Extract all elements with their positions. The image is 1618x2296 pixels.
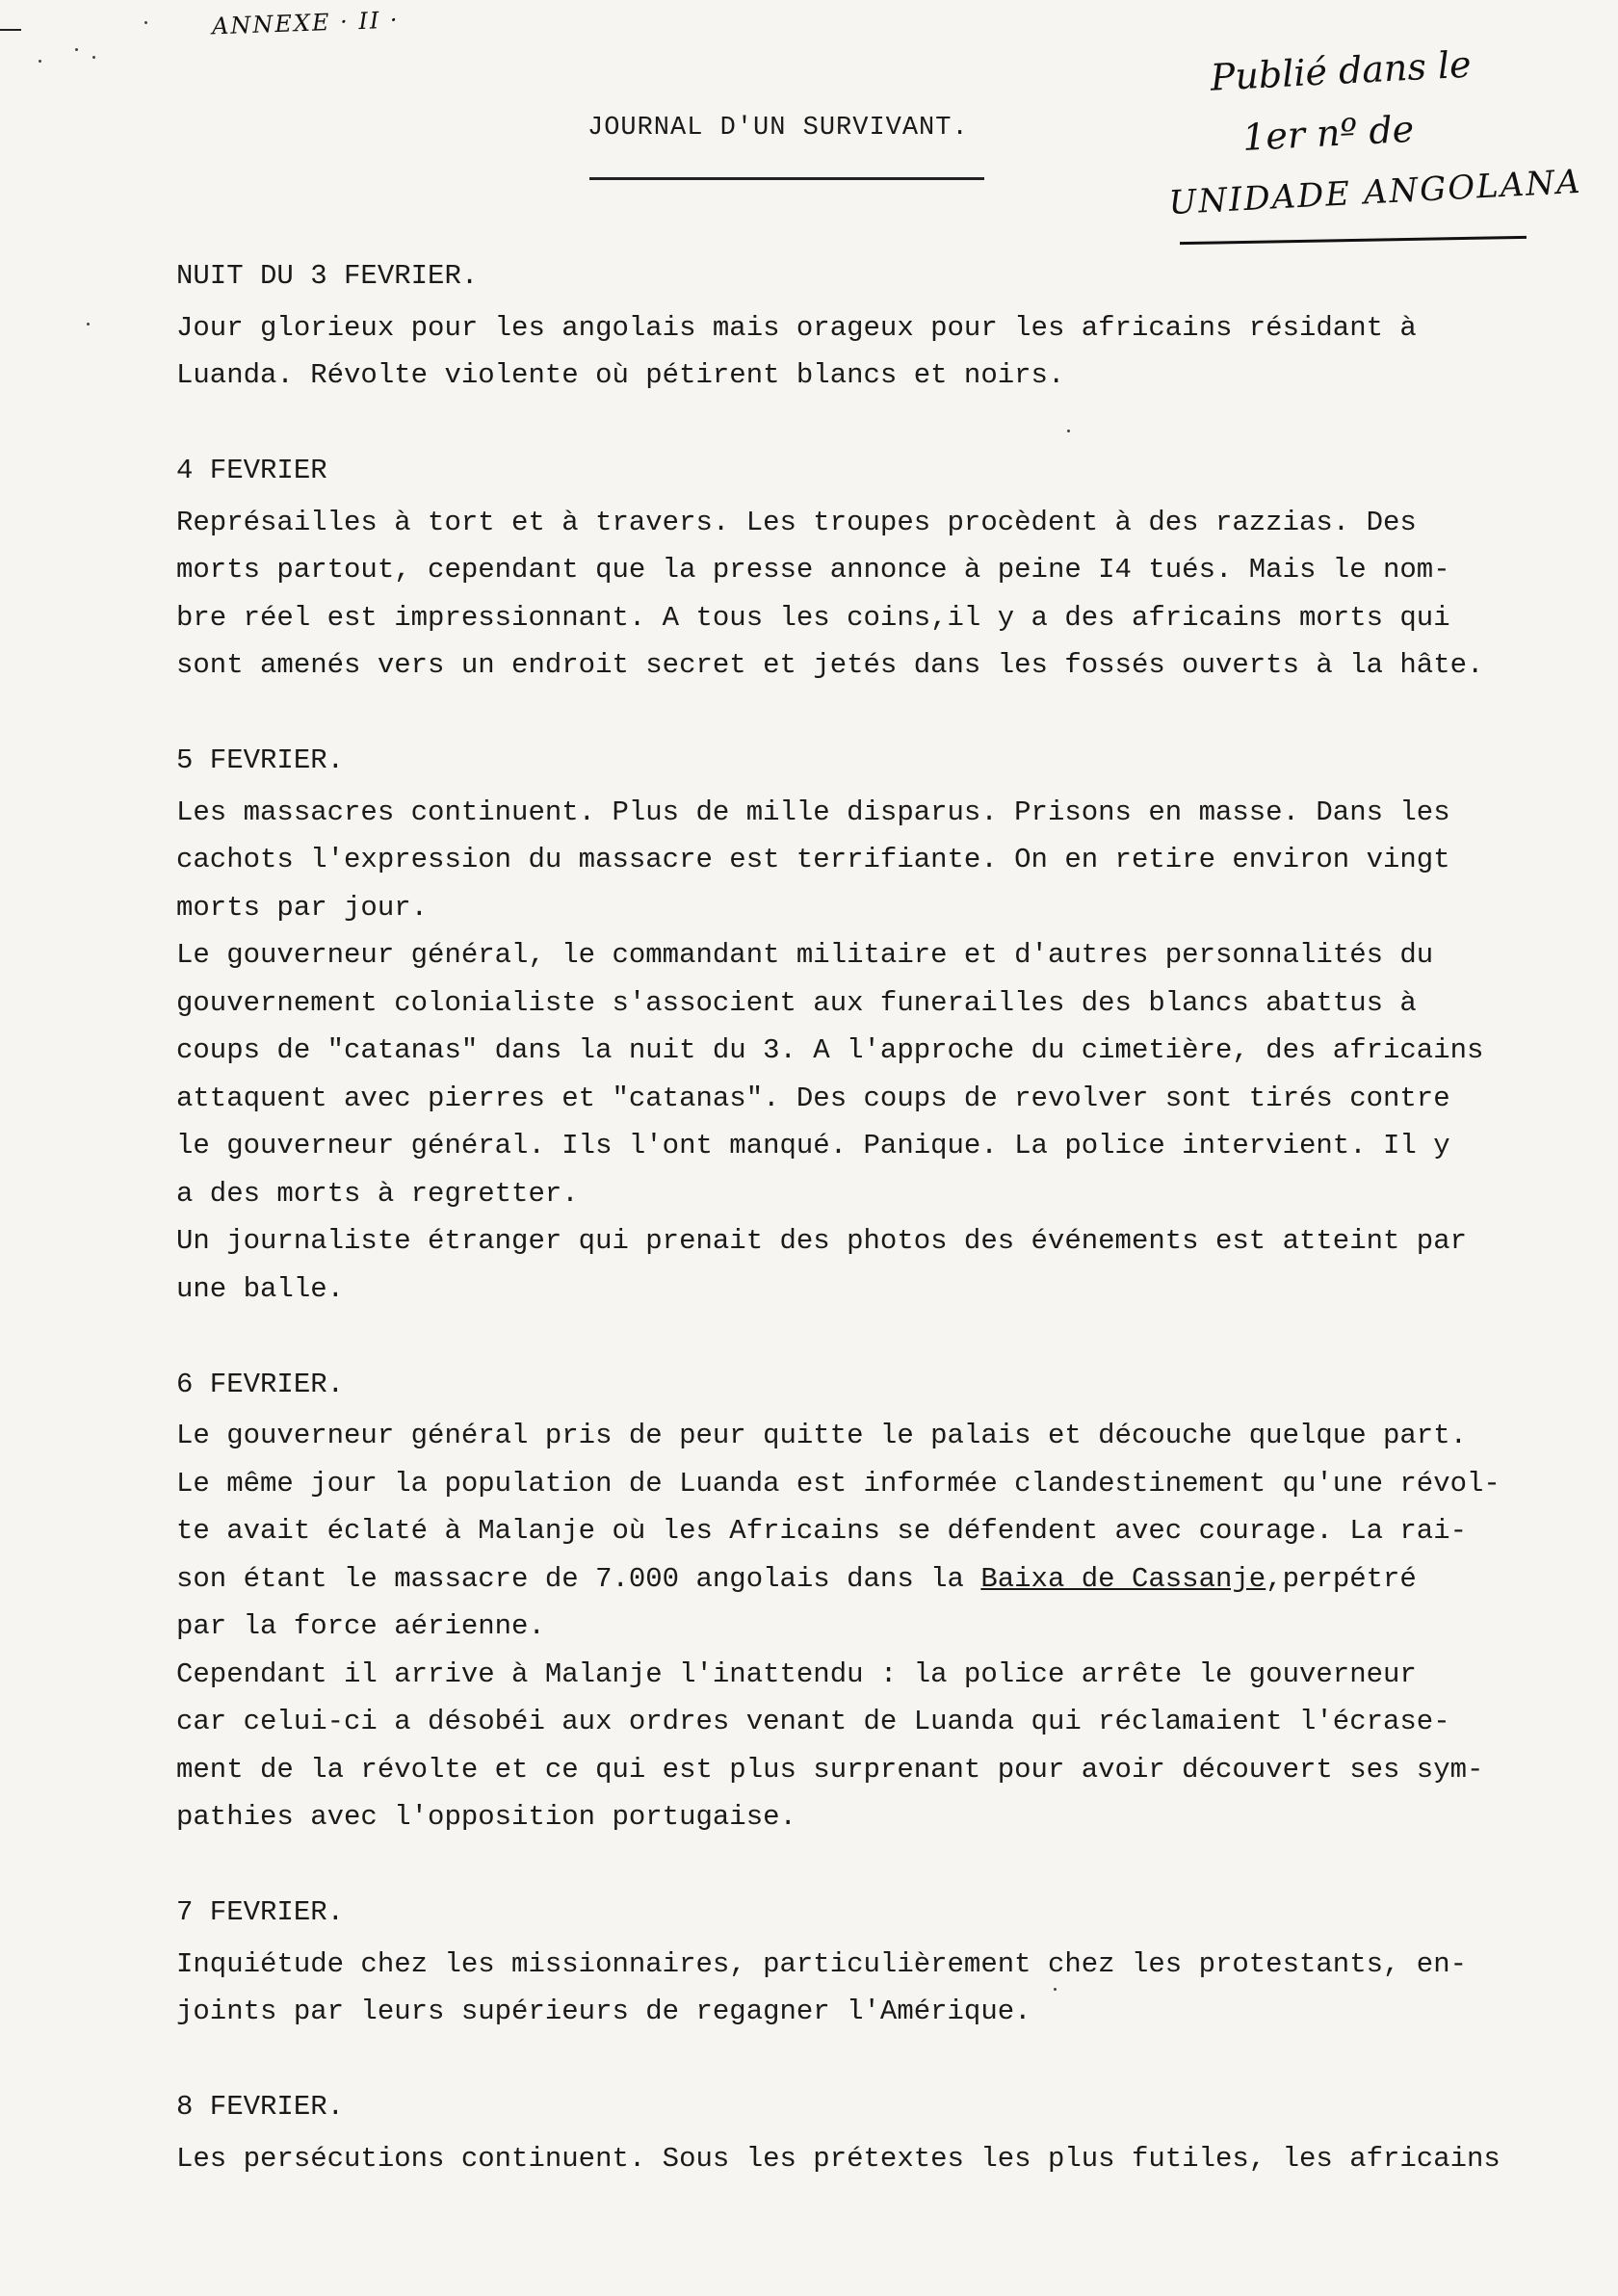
margin-handwritten-note (1161, 28, 1583, 234)
entry-date: 6 FEVRIER. (176, 1368, 345, 1400)
journal-entry (176, 447, 1582, 690)
ink-speck (92, 56, 95, 59)
journal-entry (176, 737, 1582, 1313)
entry-text-part: ,perpétré par la force aérienne. Cependant il arrive à Malanje l'inattendu : la police arrête le gouverneur car celui-ci a désobéi aux ordres venant de Luanda qui réclamaient l'écrase- ment de la révolte et ce qui est plus surprenant pour avoir découvert ses sym- pathies avec l'opposition portugaise. (176, 1562, 1484, 1833)
entry-date: 8 FEVRIER. (176, 2091, 345, 2123)
journal-entry (176, 252, 1582, 400)
entry-text: Les massacres continuent. Plus de mille disparus. Prisons en masse. Dans les cachots l'expression du massacre est terrifiante. On en retire environ vingt morts par jour. Le gouverneur général, le commandant militaire et d'autres personnalités du gouvernement colonialiste s'associent aux funerailles des blancs abattus à coups de "catanas" dans la nuit du 3. A l'approche du cimetière, des africains attaquent avec pierres et "catanas". Des coups de revolver sont tirés contre le gouverneur général. Ils l'ont manqué. Panique. La police intervient. Il y a des morts à regretter. Un journaliste étranger qui prenait des photos des événements est atteint par une balle. (176, 796, 1484, 1305)
margin-note-line: 1er nº de (1241, 107, 1416, 160)
entry-text: Les persécutions continuent. Sous les prétextes les plus futiles, les africains (176, 2142, 1501, 2175)
entry-text (176, 1412, 1582, 1841)
document-title: JOURNAL D'UN SURVIVANT. (587, 114, 969, 143)
entry-text: Jour glorieux pour les angolais mais orageux pour les africains résidant à Luanda. Révolte violente où pétirent blancs et noirs. (176, 311, 1417, 391)
entry-date: 7 FEVRIER. (176, 1896, 345, 1928)
margin-note-underline (1180, 236, 1527, 245)
margin-note-line: Publié dans le (1209, 42, 1473, 99)
title-underline (589, 177, 984, 180)
entry-date: NUIT DU 3 FEVRIER. (176, 260, 479, 292)
margin-note-line: UNIDADE ANGOLANA (1167, 162, 1583, 223)
corner-mark (0, 29, 21, 31)
entry-text: Représailles à tort et à travers. Les troupes procèdent à des razzias. Des morts partout, cependant que la presse annonce à peine I4 tués. Mais le nom- bre réel est impressionnant. A tous les coins,il y a des africains morts qui sont amenés vers un endroit secret et jetés dans les fossés ouverts à la hâte. (176, 506, 1484, 681)
underlined-place-name: Baixa de Cassanje (980, 1562, 1266, 1595)
journal-body (176, 252, 1582, 2231)
journal-entry (176, 2083, 1582, 2182)
ink-speck (144, 21, 147, 24)
entry-text-part: Le gouverneur général pris de peur quitte le palais et découche quelque part. Le même jour la population de Luanda est informée clandestinement qu'une révol- te avait éclaté à Malanje où les Africains se défendent avec courage. La rai- son étant le massacre de 7.000 angolais dans la (176, 1420, 1501, 1595)
ink-speck (39, 60, 41, 63)
journal-entry (176, 1361, 1582, 1841)
entry-date: 4 FEVRIER (176, 455, 327, 486)
journal-entry (176, 1889, 1582, 2036)
entry-date: 5 FEVRIER. (176, 744, 345, 776)
ink-speck (75, 48, 78, 51)
ink-speck (87, 323, 90, 326)
annex-annotation: ANNEXE · II · (211, 6, 400, 40)
entry-text: Inquiétude chez les missionnaires, particulièrement chez les protestants, en- joints par leurs supérieurs de regagner l'Amérique. (176, 1947, 1468, 2027)
